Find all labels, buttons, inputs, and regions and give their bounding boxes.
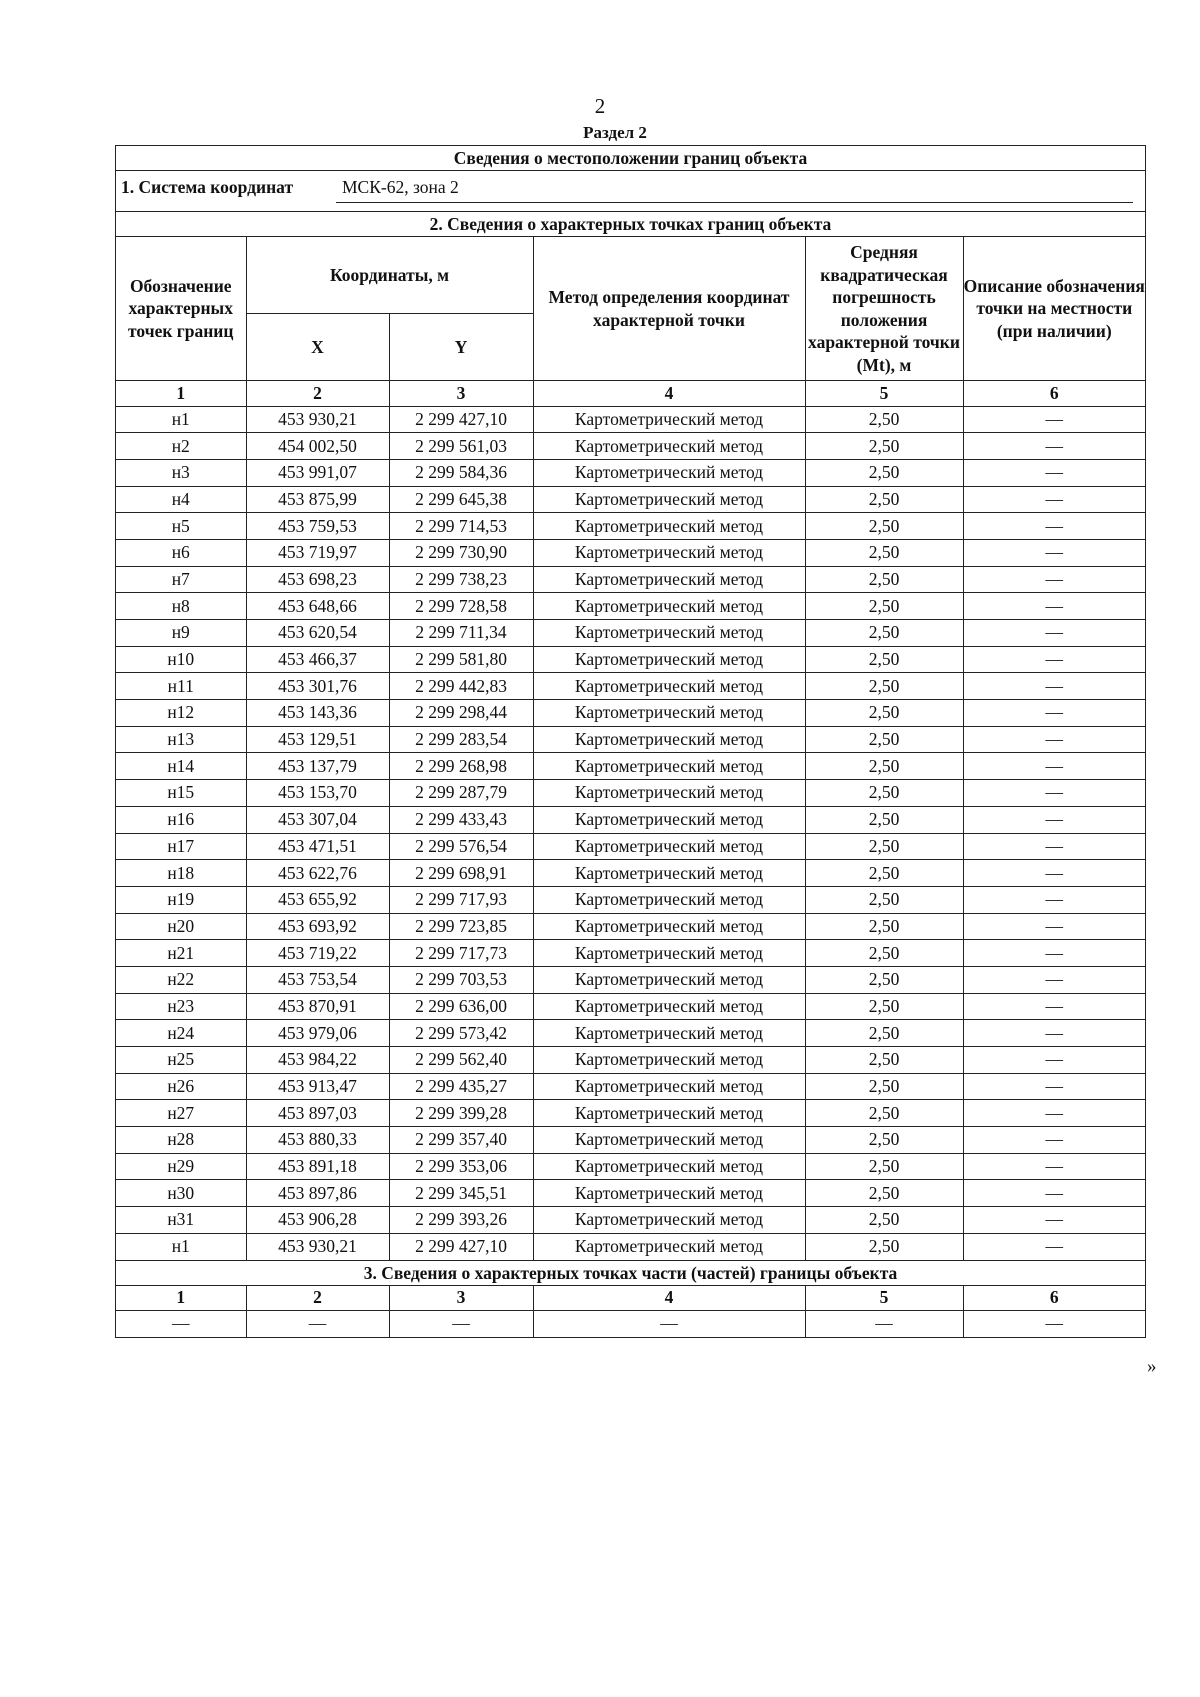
- point-y: 2 299 357,40: [389, 1127, 533, 1154]
- point-error: 2,50: [805, 1047, 963, 1074]
- point-error: 2,50: [805, 593, 963, 620]
- point-description: —: [963, 700, 1145, 727]
- point-method: Картометрический метод: [533, 433, 805, 460]
- point-x: 453 913,47: [246, 1073, 389, 1100]
- point-y: 2 299 738,23: [389, 566, 533, 593]
- part-cell: —: [963, 1311, 1145, 1337]
- table-row: [116, 726, 1145, 753]
- column-number: 2: [246, 1286, 389, 1311]
- table-row: [116, 486, 1145, 513]
- point-designation: н29: [116, 1153, 246, 1180]
- point-error: 2,50: [805, 806, 963, 833]
- point-x: 454 002,50: [246, 433, 389, 460]
- point-method: Картометрический метод: [533, 780, 805, 807]
- point-method: Картометрический метод: [533, 539, 805, 566]
- point-x: 453 979,06: [246, 1020, 389, 1047]
- point-x: 453 307,04: [246, 806, 389, 833]
- point-description: —: [963, 726, 1145, 753]
- point-x: 453 471,51: [246, 833, 389, 860]
- part-cell: —: [805, 1311, 963, 1337]
- point-method: Картометрический метод: [533, 1020, 805, 1047]
- point-description: —: [963, 406, 1145, 433]
- table-row: [116, 780, 1145, 807]
- point-description: —: [963, 806, 1145, 833]
- point-x: 453 693,92: [246, 913, 389, 940]
- column-number: 6: [963, 1286, 1145, 1311]
- point-method: Картометрический метод: [533, 459, 805, 486]
- part-body: [116, 1311, 1145, 1337]
- point-error: 2,50: [805, 620, 963, 647]
- column-number: 1: [116, 381, 246, 407]
- table-row: [116, 1020, 1145, 1047]
- point-x: 453 759,53: [246, 513, 389, 540]
- point-y: 2 299 283,54: [389, 726, 533, 753]
- point-error: 2,50: [805, 1100, 963, 1127]
- point-error: 2,50: [805, 700, 963, 727]
- table-row: [116, 1180, 1145, 1207]
- point-error: 2,50: [805, 1127, 963, 1154]
- point-x: 453 875,99: [246, 486, 389, 513]
- point-x: 453 719,97: [246, 539, 389, 566]
- point-y: 2 299 717,93: [389, 886, 533, 913]
- column-number: 2: [246, 381, 389, 407]
- table-row: [116, 620, 1145, 647]
- point-method: Картометрический метод: [533, 966, 805, 993]
- point-y: 2 299 636,00: [389, 993, 533, 1020]
- point-error: 2,50: [805, 459, 963, 486]
- point-designation: н19: [116, 886, 246, 913]
- point-description: —: [963, 860, 1145, 887]
- point-error: 2,50: [805, 433, 963, 460]
- column-number: 6: [963, 381, 1145, 407]
- point-y: 2 299 287,79: [389, 780, 533, 807]
- part-cell: —: [533, 1311, 805, 1337]
- header-coordinates: Координаты, м: [246, 237, 533, 314]
- point-y: 2 299 711,34: [389, 620, 533, 647]
- header-error: Средняя квадратическая погрешность положения характерной точки (Mt), м: [805, 237, 963, 381]
- point-y: 2 299 728,58: [389, 593, 533, 620]
- table-row: [116, 1047, 1145, 1074]
- point-designation: н30: [116, 1180, 246, 1207]
- point-x: 453 897,03: [246, 1100, 389, 1127]
- point-y: 2 299 399,28: [389, 1100, 533, 1127]
- point-method: Картометрический метод: [533, 940, 805, 967]
- column-number: 4: [533, 1286, 805, 1311]
- table-row: [116, 1207, 1145, 1234]
- column-number: 4: [533, 381, 805, 407]
- table-row: [116, 753, 1145, 780]
- point-description: —: [963, 966, 1145, 993]
- point-error: 2,50: [805, 726, 963, 753]
- point-y: 2 299 433,43: [389, 806, 533, 833]
- point-y: 2 299 393,26: [389, 1207, 533, 1234]
- point-description: —: [963, 620, 1145, 647]
- header-method: Метод определения координат характерной точки: [533, 237, 805, 381]
- point-description: —: [963, 1207, 1145, 1234]
- table-row: [116, 700, 1145, 727]
- point-designation: н25: [116, 1047, 246, 1074]
- point-method: Картометрический метод: [533, 1127, 805, 1154]
- boundary-form: [115, 145, 1146, 1338]
- point-x: 453 301,76: [246, 673, 389, 700]
- point-y: 2 299 442,83: [389, 673, 533, 700]
- point-description: —: [963, 833, 1145, 860]
- point-designation: н20: [116, 913, 246, 940]
- point-description: —: [963, 1020, 1145, 1047]
- point-designation: н16: [116, 806, 246, 833]
- table-row: [116, 513, 1145, 540]
- point-description: —: [963, 459, 1145, 486]
- point-error: 2,50: [805, 966, 963, 993]
- point-description: —: [963, 1233, 1145, 1259]
- point-description: —: [963, 566, 1145, 593]
- point-error: 2,50: [805, 1073, 963, 1100]
- point-error: 2,50: [805, 1233, 963, 1259]
- table-row: [116, 860, 1145, 887]
- point-error: 2,50: [805, 833, 963, 860]
- point-description: —: [963, 673, 1145, 700]
- point-description: —: [963, 539, 1145, 566]
- point-designation: н15: [116, 780, 246, 807]
- point-x: 453 984,22: [246, 1047, 389, 1074]
- point-description: —: [963, 513, 1145, 540]
- point-designation: н13: [116, 726, 246, 753]
- point-description: —: [963, 780, 1145, 807]
- point-y: 2 299 298,44: [389, 700, 533, 727]
- point-x: 453 897,86: [246, 1180, 389, 1207]
- point-method: Картометрический метод: [533, 486, 805, 513]
- table-row: [116, 966, 1145, 993]
- section-title: Раздел 2: [583, 123, 647, 142]
- point-x: 453 870,91: [246, 993, 389, 1020]
- point-y: 2 299 584,36: [389, 459, 533, 486]
- point-error: 2,50: [805, 566, 963, 593]
- point-designation: н28: [116, 1127, 246, 1154]
- point-y: 2 299 703,53: [389, 966, 533, 993]
- point-method: Картометрический метод: [533, 593, 805, 620]
- point-description: —: [963, 886, 1145, 913]
- point-y: 2 299 435,27: [389, 1073, 533, 1100]
- point-method: Картометрический метод: [533, 753, 805, 780]
- point-error: 2,50: [805, 1207, 963, 1234]
- table-row: [116, 566, 1145, 593]
- point-y: 2 299 576,54: [389, 833, 533, 860]
- table-row: [116, 1153, 1145, 1180]
- point-y: 2 299 345,51: [389, 1180, 533, 1207]
- point-method: Картометрический метод: [533, 1100, 805, 1127]
- point-error: 2,50: [805, 913, 963, 940]
- point-error: 2,50: [805, 406, 963, 433]
- point-method: Картометрический метод: [533, 833, 805, 860]
- point-error: 2,50: [805, 673, 963, 700]
- point-description: —: [963, 940, 1145, 967]
- point-description: —: [963, 433, 1145, 460]
- form-heading: Сведения о местоположении границ объекта: [116, 146, 1145, 171]
- column-numbers: [116, 381, 1145, 407]
- point-x: 453 880,33: [246, 1127, 389, 1154]
- part-heading: 3. Сведения о характерных точках части (частей) границы объекта: [116, 1260, 1145, 1286]
- point-error: 2,50: [805, 646, 963, 673]
- points-table-header: [116, 237, 1145, 381]
- point-designation: н6: [116, 539, 246, 566]
- point-designation: н10: [116, 646, 246, 673]
- point-designation: н24: [116, 1020, 246, 1047]
- column-number: 5: [805, 381, 963, 407]
- point-error: 2,50: [805, 1153, 963, 1180]
- point-x: 453 143,36: [246, 700, 389, 727]
- table-row: [116, 459, 1145, 486]
- point-method: Картометрический метод: [533, 406, 805, 433]
- point-description: —: [963, 1180, 1145, 1207]
- point-method: Картометрический метод: [533, 993, 805, 1020]
- point-method: Картометрический метод: [533, 806, 805, 833]
- point-y: 2 299 581,80: [389, 646, 533, 673]
- table-row: [116, 646, 1145, 673]
- point-method: Картометрический метод: [533, 513, 805, 540]
- point-method: Картометрический метод: [533, 646, 805, 673]
- coordinate-system-row: [116, 171, 1145, 212]
- point-x: 453 891,18: [246, 1153, 389, 1180]
- point-x: 453 466,37: [246, 646, 389, 673]
- table-row: [116, 940, 1145, 967]
- page-number: 2: [594, 94, 606, 118]
- point-x: 453 622,76: [246, 860, 389, 887]
- point-method: Картометрический метод: [533, 913, 805, 940]
- header-y: Y: [389, 314, 533, 381]
- point-designation: н18: [116, 860, 246, 887]
- part-cell: —: [116, 1311, 246, 1337]
- coordinate-system-value: МСК-62, зона 2: [342, 177, 459, 197]
- table-row: [116, 833, 1145, 860]
- point-designation: н7: [116, 566, 246, 593]
- point-error: 2,50: [805, 780, 963, 807]
- point-x: 453 698,23: [246, 566, 389, 593]
- table-row: [116, 806, 1145, 833]
- points-body: [116, 406, 1145, 1260]
- part-column-numbers: [116, 1286, 1145, 1311]
- point-error: 2,50: [805, 513, 963, 540]
- point-y: 2 299 353,06: [389, 1153, 533, 1180]
- point-method: Картометрический метод: [533, 620, 805, 647]
- point-x: 453 991,07: [246, 459, 389, 486]
- point-designation: н26: [116, 1073, 246, 1100]
- point-error: 2,50: [805, 860, 963, 887]
- point-description: —: [963, 753, 1145, 780]
- point-method: Картометрический метод: [533, 673, 805, 700]
- point-description: —: [963, 593, 1145, 620]
- point-y: 2 299 562,40: [389, 1047, 533, 1074]
- part-table: [116, 1286, 1145, 1337]
- table-row: [116, 1100, 1145, 1127]
- table-row: [116, 1073, 1145, 1100]
- point-error: 2,50: [805, 993, 963, 1020]
- table-row: [116, 1127, 1145, 1154]
- point-method: Картометрический метод: [533, 1233, 805, 1259]
- header-description: Описание обозначения точки на местности (при наличии): [963, 237, 1145, 381]
- points-heading: 2. Сведения о характерных точках границ объекта: [116, 212, 1145, 237]
- table-row: [116, 539, 1145, 566]
- point-y: 2 299 723,85: [389, 913, 533, 940]
- point-x: 453 753,54: [246, 966, 389, 993]
- header-x: X: [246, 314, 389, 381]
- point-description: —: [963, 646, 1145, 673]
- point-y: 2 299 573,42: [389, 1020, 533, 1047]
- point-designation: н3: [116, 459, 246, 486]
- column-number: 3: [389, 381, 533, 407]
- point-description: —: [963, 913, 1145, 940]
- point-error: 2,50: [805, 1020, 963, 1047]
- point-x: 453 129,51: [246, 726, 389, 753]
- point-error: 2,50: [805, 1180, 963, 1207]
- column-number: 1: [116, 1286, 246, 1311]
- part-cell: —: [389, 1311, 533, 1337]
- table-row: [116, 886, 1145, 913]
- point-designation: н5: [116, 513, 246, 540]
- point-designation: н23: [116, 993, 246, 1020]
- point-designation: н1: [116, 1233, 246, 1259]
- point-designation: н14: [116, 753, 246, 780]
- point-y: 2 299 268,98: [389, 753, 533, 780]
- point-y: 2 299 730,90: [389, 539, 533, 566]
- table-row: [116, 433, 1145, 460]
- table-row: [116, 406, 1145, 433]
- point-error: 2,50: [805, 539, 963, 566]
- point-x: 453 906,28: [246, 1207, 389, 1234]
- point-x: 453 719,22: [246, 940, 389, 967]
- point-description: —: [963, 1100, 1145, 1127]
- point-error: 2,50: [805, 753, 963, 780]
- point-error: 2,50: [805, 940, 963, 967]
- point-method: Картометрический метод: [533, 886, 805, 913]
- point-method: Картометрический метод: [533, 1180, 805, 1207]
- part-cell: —: [246, 1311, 389, 1337]
- point-description: —: [963, 1127, 1145, 1154]
- table-row: [116, 593, 1145, 620]
- point-x: 453 137,79: [246, 753, 389, 780]
- point-x: 453 930,21: [246, 406, 389, 433]
- point-method: Картометрический метод: [533, 860, 805, 887]
- point-designation: н22: [116, 966, 246, 993]
- point-designation: н4: [116, 486, 246, 513]
- point-y: 2 299 427,10: [389, 406, 533, 433]
- table-row: [116, 913, 1145, 940]
- point-method: Картометрический метод: [533, 566, 805, 593]
- point-x: 453 655,92: [246, 886, 389, 913]
- point-designation: н1: [116, 406, 246, 433]
- point-description: —: [963, 1047, 1145, 1074]
- point-designation: н2: [116, 433, 246, 460]
- coordinate-system-underline: [336, 202, 1133, 203]
- closing-quote-mark: »: [1147, 1356, 1157, 1377]
- point-designation: н9: [116, 620, 246, 647]
- point-y: 2 299 427,10: [389, 1233, 533, 1259]
- point-method: Картометрический метод: [533, 1207, 805, 1234]
- point-error: 2,50: [805, 486, 963, 513]
- table-row: [116, 1233, 1145, 1259]
- column-number: 3: [389, 1286, 533, 1311]
- points-table: [116, 237, 1145, 1260]
- header-designation: Обозначение характерных точек границ: [116, 237, 246, 381]
- point-method: Картометрический метод: [533, 1153, 805, 1180]
- point-description: —: [963, 1153, 1145, 1180]
- point-method: Картометрический метод: [533, 726, 805, 753]
- point-y: 2 299 698,91: [389, 860, 533, 887]
- part-row: [116, 1311, 1145, 1337]
- point-method: Картометрический метод: [533, 1073, 805, 1100]
- point-designation: н31: [116, 1207, 246, 1234]
- point-x: 453 648,66: [246, 593, 389, 620]
- table-row: [116, 673, 1145, 700]
- point-y: 2 299 645,38: [389, 486, 533, 513]
- point-designation: н11: [116, 673, 246, 700]
- point-description: —: [963, 1073, 1145, 1100]
- table-row: [116, 993, 1145, 1020]
- point-error: 2,50: [805, 886, 963, 913]
- point-designation: н12: [116, 700, 246, 727]
- point-y: 2 299 561,03: [389, 433, 533, 460]
- point-y: 2 299 717,73: [389, 940, 533, 967]
- column-number: 5: [805, 1286, 963, 1311]
- coordinate-system-label: 1. Система координат: [121, 177, 294, 197]
- point-x: 453 930,21: [246, 1233, 389, 1259]
- point-x: 453 153,70: [246, 780, 389, 807]
- point-y: 2 299 714,53: [389, 513, 533, 540]
- point-x: 453 620,54: [246, 620, 389, 647]
- point-method: Картометрический метод: [533, 1047, 805, 1074]
- point-description: —: [963, 486, 1145, 513]
- point-description: —: [963, 993, 1145, 1020]
- point-designation: н8: [116, 593, 246, 620]
- point-designation: н17: [116, 833, 246, 860]
- point-designation: н21: [116, 940, 246, 967]
- point-designation: н27: [116, 1100, 246, 1127]
- point-method: Картометрический метод: [533, 700, 805, 727]
